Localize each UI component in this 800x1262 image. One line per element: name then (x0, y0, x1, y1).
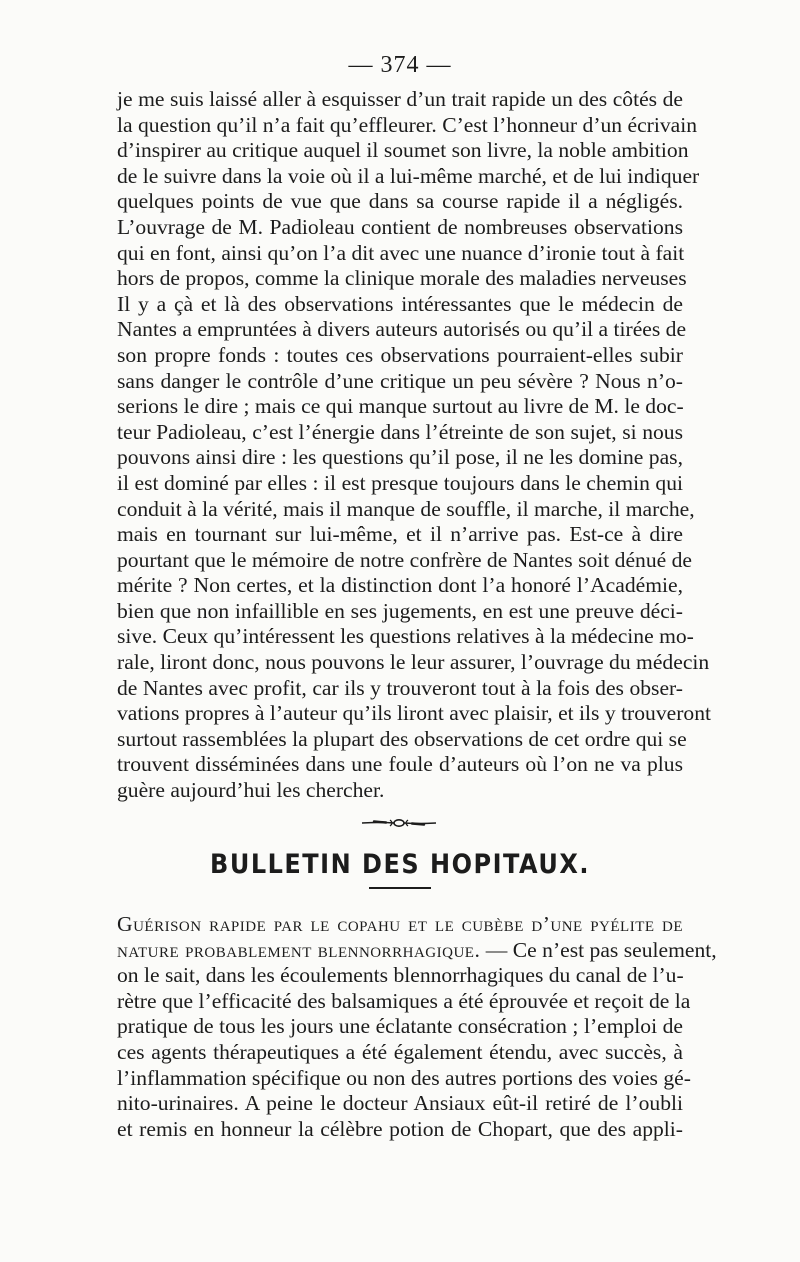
article-heading-text: nature probablement blennorrhagique. (117, 937, 481, 962)
text-line: la question qu’il n’a fait qu’effleurer. C’est l’honneur d’un écrivain (117, 112, 698, 137)
text-line: de Nantes avec profit, car ils y trouveront tout à la fois des obser- (117, 675, 683, 700)
article-heading-line (117, 912, 683, 938)
text-line: vations propres à l’auteur qu’ils liront avec plaisir, et ils y trouveront (117, 701, 712, 726)
text-line: hors de propos, comme la clinique morale des maladies nerveuses (117, 266, 687, 291)
title-rule (369, 887, 431, 889)
text-line: bien que non infaillible en ses jugements, en est une preuve déci- (117, 598, 683, 623)
text-line: de le suivre dans la voie où il a lui-même marché, et de lui indiquer (117, 163, 700, 188)
section-title: BULLETIN DES HOPITAUX. (210, 848, 590, 880)
text-line: pourtant que le mémoire de notre confrère de Nantes soit dénué de (117, 547, 693, 572)
text-line: sans danger le contrôle d’une critique un peu sévère ? Nous n’o- (117, 368, 683, 393)
text-line: et remis en honneur la célèbre potion de Chopart, que des appli- (117, 1116, 683, 1141)
paragraph-review-conclusion (117, 87, 712, 804)
text-line: qui en font, ainsi qu’on l’a dit avec une nuance d’ironie tout à fait (117, 240, 685, 265)
page-number: — 374 — (348, 52, 452, 78)
text-line: je me suis laissé aller à esquisser d’un trait rapide un des côtés de (117, 87, 683, 111)
text-line: teur Padioleau, c’est l’énergie dans l’étreinte de son sujet, si nous (117, 419, 683, 444)
text-line: d’inspirer au critique auquel il soumet son livre, la noble ambition (117, 138, 689, 163)
article-body-start: — Ce n’est pas seulement, (485, 937, 717, 962)
article-heading-text: Guérison rapide par le copahu et le cubèbe d’une pyélite de (117, 912, 683, 936)
text-line: pratique de tous les jours une éclatante consécration ; l’emploi de (117, 1014, 683, 1039)
text-line: rale, liront donc, nous pouvons le leur assurer, l’ouvrage du médecin (117, 650, 710, 675)
ornament-divider-icon (360, 815, 438, 831)
text-line: ces agents thérapeutiques a été également étendu, avec succès, à (117, 1039, 683, 1064)
text-line: trouvent disséminées dans une foule d’auteurs où l’on ne va plus (117, 752, 683, 777)
text-line (117, 937, 717, 964)
text-line: on le sait, dans les écoulements blennorrhagiques du canal de l’u- (117, 963, 684, 988)
text-line: pouvons ainsi dire : les questions qu’il pose, il ne les domine pas, (117, 445, 683, 470)
text-line: mérite ? Non certes, et la distinction dont l’a honoré l’Académie, (117, 573, 683, 598)
text-line: quelques points de vue que dans sa course rapide il a négligés. (117, 189, 683, 214)
text-line: L’ouvrage de M. Padioleau contient de nombreuses observations (117, 214, 683, 239)
text-line: son propre fonds : toutes ces observations pourraient-elles subir (117, 342, 683, 367)
text-line: rètre que l’efficacité des balsamiques a été éprouvée et reçoit de la (117, 988, 691, 1013)
text-line: serions le dire ; mais ce qui manque surtout au livre de M. le doc- (117, 394, 684, 419)
text-line: Il y a çà et là des observations intéressantes que le médecin de (117, 291, 683, 316)
text-line: Nantes a empruntées à divers auteurs autorisés ou qu’il a tirées de (117, 317, 687, 342)
text-line: guère aujourd’hui les chercher. (117, 778, 385, 803)
text-line: il est dominé par elles : il est presque toujours dans le chemin qui (117, 470, 683, 495)
text-line: surtout rassemblées la plupart des observations de cet ordre qui se (117, 726, 687, 751)
text-line: nito-urinaires. A peine le docteur Ansiaux eût-il retiré de l’oubli (117, 1091, 683, 1116)
text-line: l’inflammation spécifique ou non des autres portions des voies gé- (117, 1065, 691, 1090)
text-line: mais en tournant sur lui-même, et il n’arrive pas. Est-ce à dire (117, 522, 683, 547)
text-line: conduit à la vérité, mais il manque de souffle, il marche, il marche, (117, 496, 695, 521)
text-line: sive. Ceux qu’intéressent les questions relatives à la médecine mo- (117, 624, 694, 649)
article-guerison-pyelite (117, 912, 717, 1142)
